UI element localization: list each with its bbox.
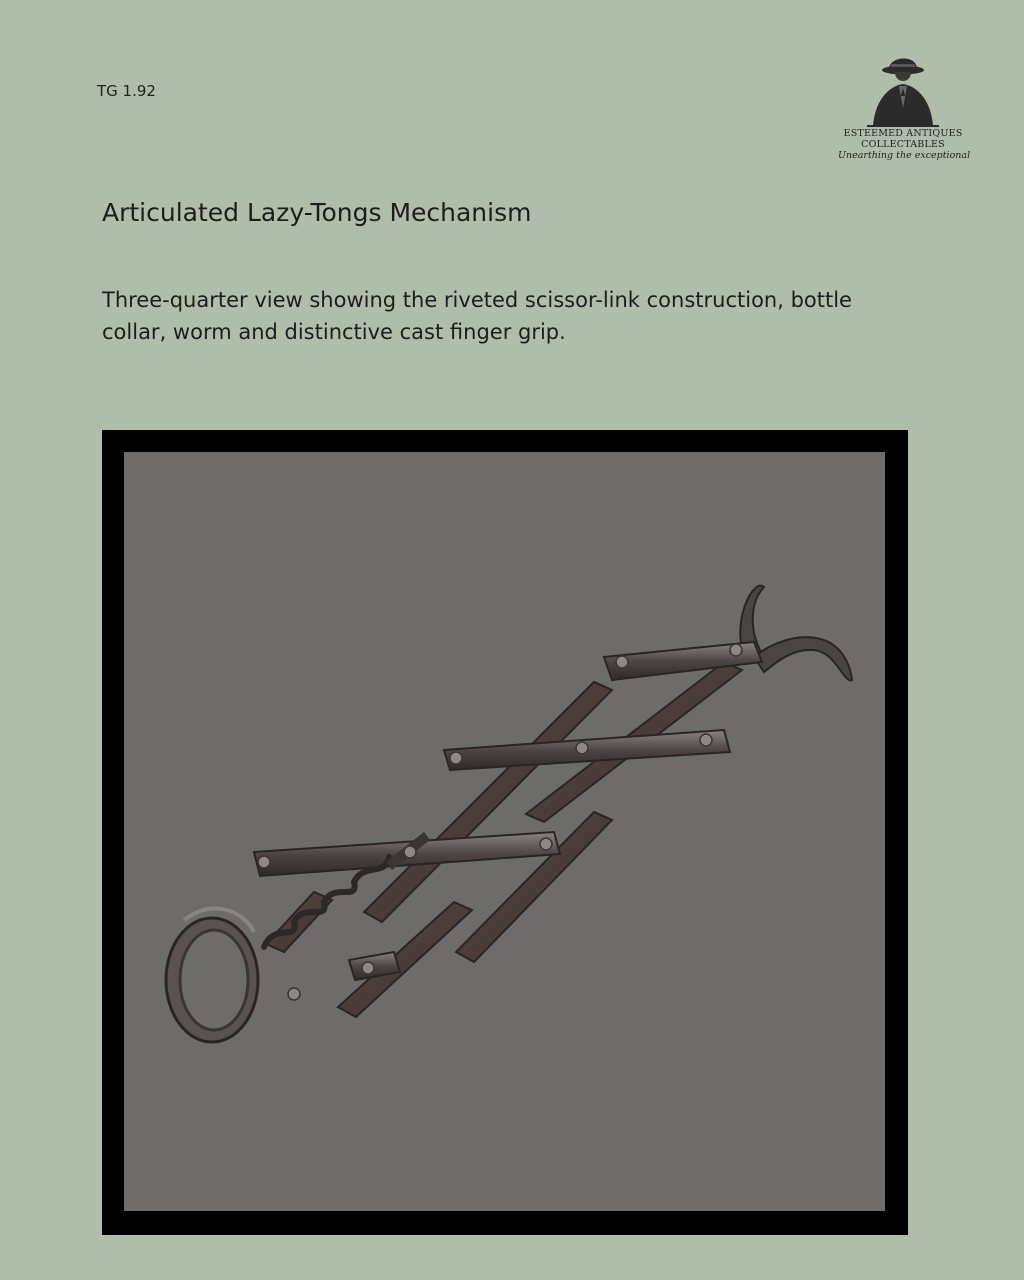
page-title: Articulated Lazy-Tongs Mechanism	[102, 198, 532, 227]
brand-tagline: Unearthing the exceptional	[838, 150, 971, 161]
photo-frame	[102, 430, 908, 1235]
brand-logo	[838, 48, 971, 176]
lazy-tongs-corkscrew-image	[124, 452, 885, 1211]
detective-figure-icon	[865, 48, 941, 128]
brand-name-line1: ESTEEMED ANTIQUES	[843, 128, 963, 139]
product-photo	[124, 452, 885, 1211]
reference-code: TG 1.92	[97, 82, 156, 100]
brand-name-line2: COLLECTABLES	[861, 139, 945, 150]
description-text: Three-quarter view showing the riveted scissor-link construction, bottle collar, worm and distinctive cast finger grip.	[102, 288, 852, 344]
